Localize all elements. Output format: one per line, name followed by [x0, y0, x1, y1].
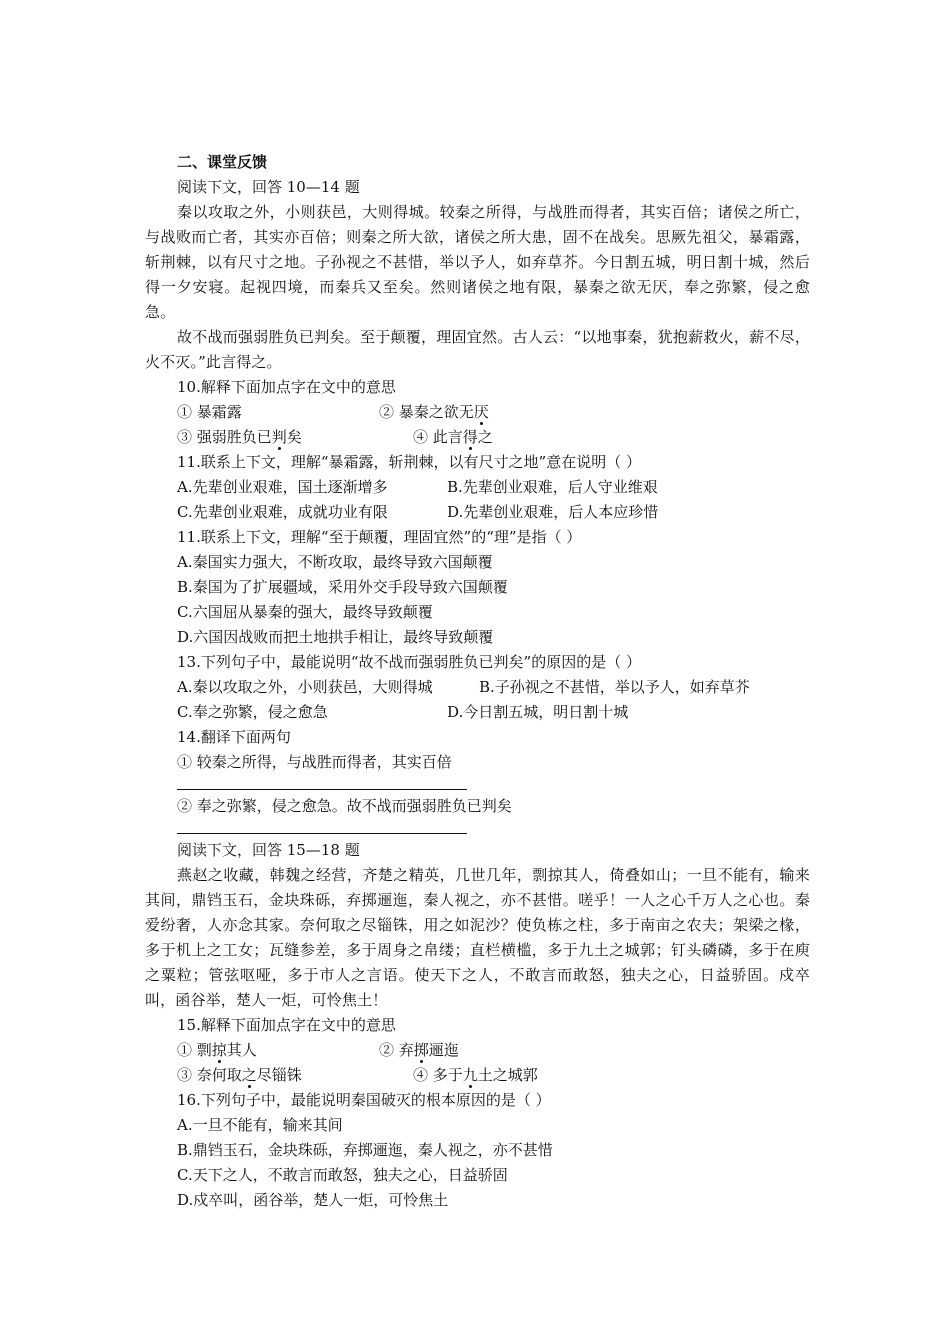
- question-11a-row-1: [145, 475, 810, 500]
- option-d: D.今日割五城，明日割十城: [447, 703, 629, 721]
- option-c: C.奉之弥繁，侵之愈急: [177, 703, 328, 721]
- option-a: A.秦以攻取之外，小则获邑，大则得城: [177, 678, 433, 696]
- question-10-item-1: ① 暴霜露: [177, 403, 242, 421]
- answer-line-1[interactable]: [177, 775, 467, 790]
- question-15-item-3: ③ 奈何取之尽锱铢: [177, 1066, 302, 1084]
- option-d: D.六国因战败而把土地拱手相让，最终导致颠覆: [177, 628, 494, 646]
- option-c: C.先辈创业艰难，成就功业有限: [177, 503, 388, 521]
- question-13-row-2: [145, 700, 810, 725]
- question-14-sentence-2: ② 奉之弥繁，侵之愈急。故不战而强弱胜负已判矣: [177, 797, 512, 815]
- document-page: [145, 150, 810, 1213]
- question-11b-stem: 11.联系上下文，理解“至于颠覆，理固宜然”的“理”是指（ ）: [177, 528, 582, 546]
- question-11a-row-2: [145, 500, 810, 525]
- option-c: C.天下之人，不敢言而敢怒，独夫之心，日益骄固: [177, 1166, 508, 1184]
- passage2-intro: 阅读下文，回答 15—18 题: [177, 841, 360, 859]
- option-b: B.先辈创业艰难，后人守业维艰: [447, 478, 658, 496]
- passage1-paragraph-2: 故不战而强弱胜负已判矣。至于颠覆，理固宜然。古人云：“以地事秦，犹抱薪救火，薪不尽，火不灭。”此言得之。: [145, 328, 810, 371]
- option-b: B.子孙视之不甚惜，举以予人，如弃草芥: [479, 678, 750, 696]
- question-15-item-1: ① 剽掠其人: [177, 1041, 257, 1059]
- question-10-item-3: ③ 强弱胜负已判矣: [177, 428, 302, 446]
- option-a: A.先辈创业艰难，国土逐渐增多: [177, 478, 388, 496]
- question-14-stem: 14.翻译下面两句: [177, 728, 291, 746]
- question-11a-stem: 11.联系上下文，理解“暴霜露，斩荆棘，以有尺寸之地”意在说明（ ）: [177, 453, 641, 471]
- emphasis-dot-char: 掷: [413, 1041, 429, 1059]
- question-15-row-1: [145, 1038, 810, 1063]
- option-c: C.六国屈从暴秦的强大，最终导致颠覆: [177, 603, 433, 621]
- option-a: A.一旦不能有，输来其间: [177, 1116, 343, 1134]
- passage1-paragraph-1: 秦以攻取之外，小则获邑，大则得城。较秦之所得，与战胜而得者，其实百倍；诸侯之所亡，与战败而亡者，其实亦百倍；则秦之所大欲，诸侯之所大患，固不在战矣。思厥先祖父，暴霜露，斩荆棘，以有尺寸之地。子孙视之不甚惜，举以予人，如弃草芥。今日割五城，明日割十城，然后得一夕安寝。起视四境，而秦兵又至矣。然则诸侯之地有限，暴秦之欲无厌，奉之弥繁，侵之愈急。: [145, 203, 810, 321]
- question-16-stem: 16.下列句子中，最能说明秦国破灭的根本原因的是（ ）: [177, 1091, 551, 1109]
- question-15-item-4: ④ 多于九土之城郭: [413, 1066, 538, 1084]
- emphasis-dot-char: 判: [271, 428, 287, 446]
- option-d: D.戍卒叫，函谷举，楚人一炬，可怜焦土: [177, 1191, 449, 1209]
- emphasis-dot-char: 掠: [211, 1041, 227, 1059]
- emphasis-dot-char: 得: [462, 428, 478, 446]
- emphasis-dot-char: 厌: [473, 403, 489, 421]
- option-a: A.秦国实力强大，不断攻取，最终导致六国颠覆: [177, 553, 493, 571]
- passage1-intro: 阅读下文，回答 10—14 题: [177, 178, 360, 196]
- option-b: B.鼎铛玉石，金块珠砾，弃掷逦迤，秦人视之，亦不甚惜: [177, 1141, 553, 1159]
- passage2-paragraph-1: 燕赵之收藏，韩魏之经营，齐楚之精英，几世几年，剽掠其人，倚叠如山；一旦不能有，输来其间，鼎铛玉石，金块珠砾，弃掷逦迤，秦人视之，亦不甚惜。嗟乎！一人之心千万人之心也。秦爱纷奢，人亦念其家。奈何取之尽锱铢，用之如泥沙？使负栋之柱，多于南亩之农夫；架梁之椽，多于机上之工女；瓦缝参差，多于周身之帛缕；直栏横槛，多于九土之城郭；钉头磷磷，多于在庾之粟粒；管弦呕哑，多于市人之言语。使天下之人，不敢言而敢怒，独夫之心，日益骄固。戍卒叫，函谷举，楚人一炬，可怜焦土！: [145, 866, 810, 1009]
- question-13-row-1: [145, 675, 810, 700]
- question-10-item-2: ② 暴秦之欲无厌: [379, 403, 489, 421]
- question-10-row-1: [145, 400, 810, 425]
- question-10-item-4: ④ 此言得之: [413, 428, 493, 446]
- question-13-stem: 13.下列句子中，最能说明“故不战而强弱胜负已判矣”的原因的是（ ）: [177, 653, 641, 671]
- option-b: B.秦国为了扩展疆域，采用外交手段导致六国颠覆: [177, 578, 508, 596]
- question-14-sentence-1: ① 较秦之所得，与战胜而得者，其实百倍: [177, 753, 452, 771]
- section-title: 二、课堂反馈: [177, 153, 268, 171]
- emphasis-dot-char: 九: [462, 1066, 478, 1084]
- question-15-stem: 15.解释下面加点字在文中的意思: [177, 1016, 396, 1034]
- question-15-item-2: ② 弃掷逦迤: [379, 1041, 459, 1059]
- question-10-stem: 10.解释下面加点字在文中的意思: [177, 378, 396, 396]
- emphasis-dot-char: 之: [241, 1066, 257, 1084]
- question-10-row-2: [145, 425, 810, 450]
- answer-line-2[interactable]: [177, 819, 467, 834]
- question-15-row-2: [145, 1063, 810, 1088]
- option-d: D.先辈创业艰难，后人本应珍惜: [447, 503, 659, 521]
